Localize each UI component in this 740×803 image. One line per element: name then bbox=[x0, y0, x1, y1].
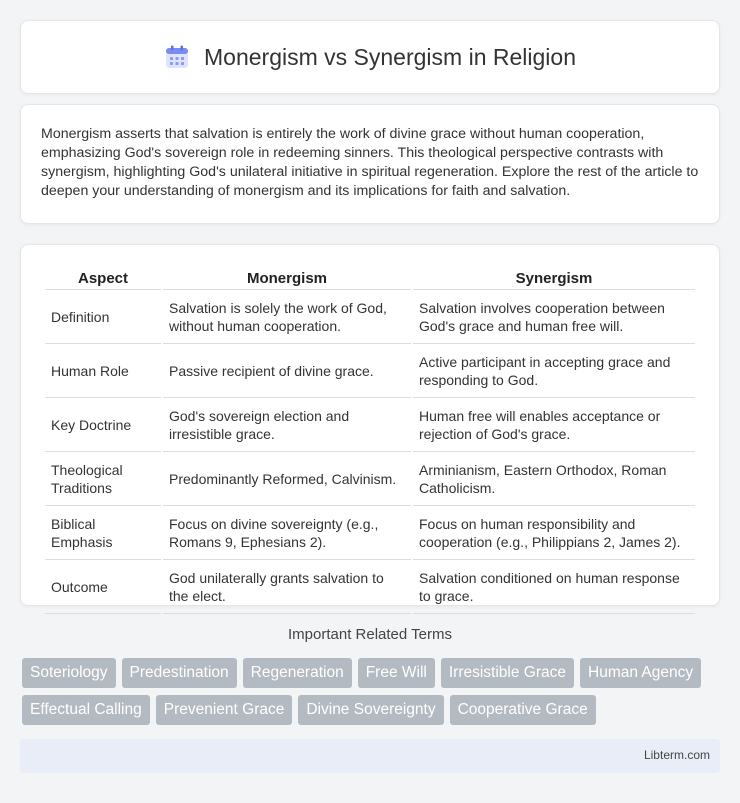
footer bbox=[20, 739, 720, 773]
table-row bbox=[45, 292, 695, 344]
comparison-table-card bbox=[20, 244, 720, 606]
aspect-cell: Key Doctrine bbox=[45, 400, 161, 452]
tag-divine-sovereignty[interactable]: Divine Sovereignty bbox=[298, 695, 443, 725]
intro-text: Monergism asserts that salvation is entirely the work of divine grace without human cooperation, emphasizing God's sovereign role in redeeming sinners. This theological perspective contrasts with synergism, highlighting God's unilateral initiative in spiritual regeneration. Explore the rest of the article to deepen your understanding of monergism and its implications for faith and salvation. bbox=[41, 126, 699, 199]
tag-regeneration[interactable]: Regeneration bbox=[243, 658, 352, 688]
monergism-cell: God unilaterally grants salvation to the elect. bbox=[163, 562, 411, 614]
tag-irresistible-grace[interactable]: Irresistible Grace bbox=[441, 658, 574, 688]
tag-free-will[interactable]: Free Will bbox=[358, 658, 435, 688]
header-aspect: Aspect bbox=[45, 269, 161, 290]
table-header-row bbox=[45, 269, 695, 290]
tag-human-agency[interactable]: Human Agency bbox=[580, 658, 701, 688]
related-terms-list bbox=[22, 658, 722, 725]
page-title: Monergism vs Synergism in Religion bbox=[204, 43, 576, 70]
aspect-cell: Biblical Emphasis bbox=[45, 508, 161, 560]
synergism-cell: Arminianism, Eastern Orthodox, Roman Catholicism. bbox=[413, 454, 695, 506]
aspect-cell: Human Role bbox=[45, 346, 161, 398]
footer-site-link[interactable]: Libterm.com bbox=[643, 748, 710, 762]
aspect-cell: Outcome bbox=[45, 562, 161, 614]
synergism-cell: Salvation conditioned on human response to grace. bbox=[413, 562, 695, 614]
tag-prevenient-grace[interactable]: Prevenient Grace bbox=[156, 695, 293, 725]
tag-soteriology[interactable]: Soteriology bbox=[22, 658, 116, 688]
header-card bbox=[20, 20, 720, 94]
header-monergism: Monergism bbox=[163, 269, 411, 290]
table-row bbox=[45, 508, 695, 560]
tag-predestination[interactable]: Predestination bbox=[122, 658, 237, 688]
header-synergism: Synergism bbox=[413, 269, 695, 290]
synergism-cell: Salvation involves cooperation between God's grace and human free will. bbox=[413, 292, 695, 344]
monergism-cell: Passive recipient of divine grace. bbox=[163, 346, 411, 398]
tag-cooperative-grace[interactable]: Cooperative Grace bbox=[450, 695, 596, 725]
synergism-cell: Human free will enables acceptance or rejection of God's grace. bbox=[413, 400, 695, 452]
table-row bbox=[45, 346, 695, 398]
monergism-cell: God's sovereign election and irresistible grace. bbox=[163, 400, 411, 452]
table-row bbox=[45, 400, 695, 452]
synergism-cell: Focus on human responsibility and cooperation (e.g., Philippians 2, James 2). bbox=[413, 508, 695, 560]
monergism-cell: Predominantly Reformed, Calvinism. bbox=[163, 454, 411, 506]
synergism-cell: Active participant in accepting grace and responding to God. bbox=[413, 346, 695, 398]
monergism-cell: Focus on divine sovereignty (e.g., Romans 9, Ephesians 2). bbox=[163, 508, 411, 560]
monergism-cell: Salvation is solely the work of God, without human cooperation. bbox=[163, 292, 411, 344]
related-terms-title: Important Related Terms bbox=[288, 626, 452, 643]
table-row bbox=[45, 562, 695, 614]
comparison-table bbox=[43, 267, 697, 616]
intro-card bbox=[20, 104, 720, 224]
aspect-cell: Definition bbox=[45, 292, 161, 344]
aspect-cell: Theological Traditions bbox=[45, 454, 161, 506]
calendar-icon bbox=[164, 44, 190, 70]
tag-effectual-calling[interactable]: Effectual Calling bbox=[22, 695, 150, 725]
table-row bbox=[45, 454, 695, 506]
